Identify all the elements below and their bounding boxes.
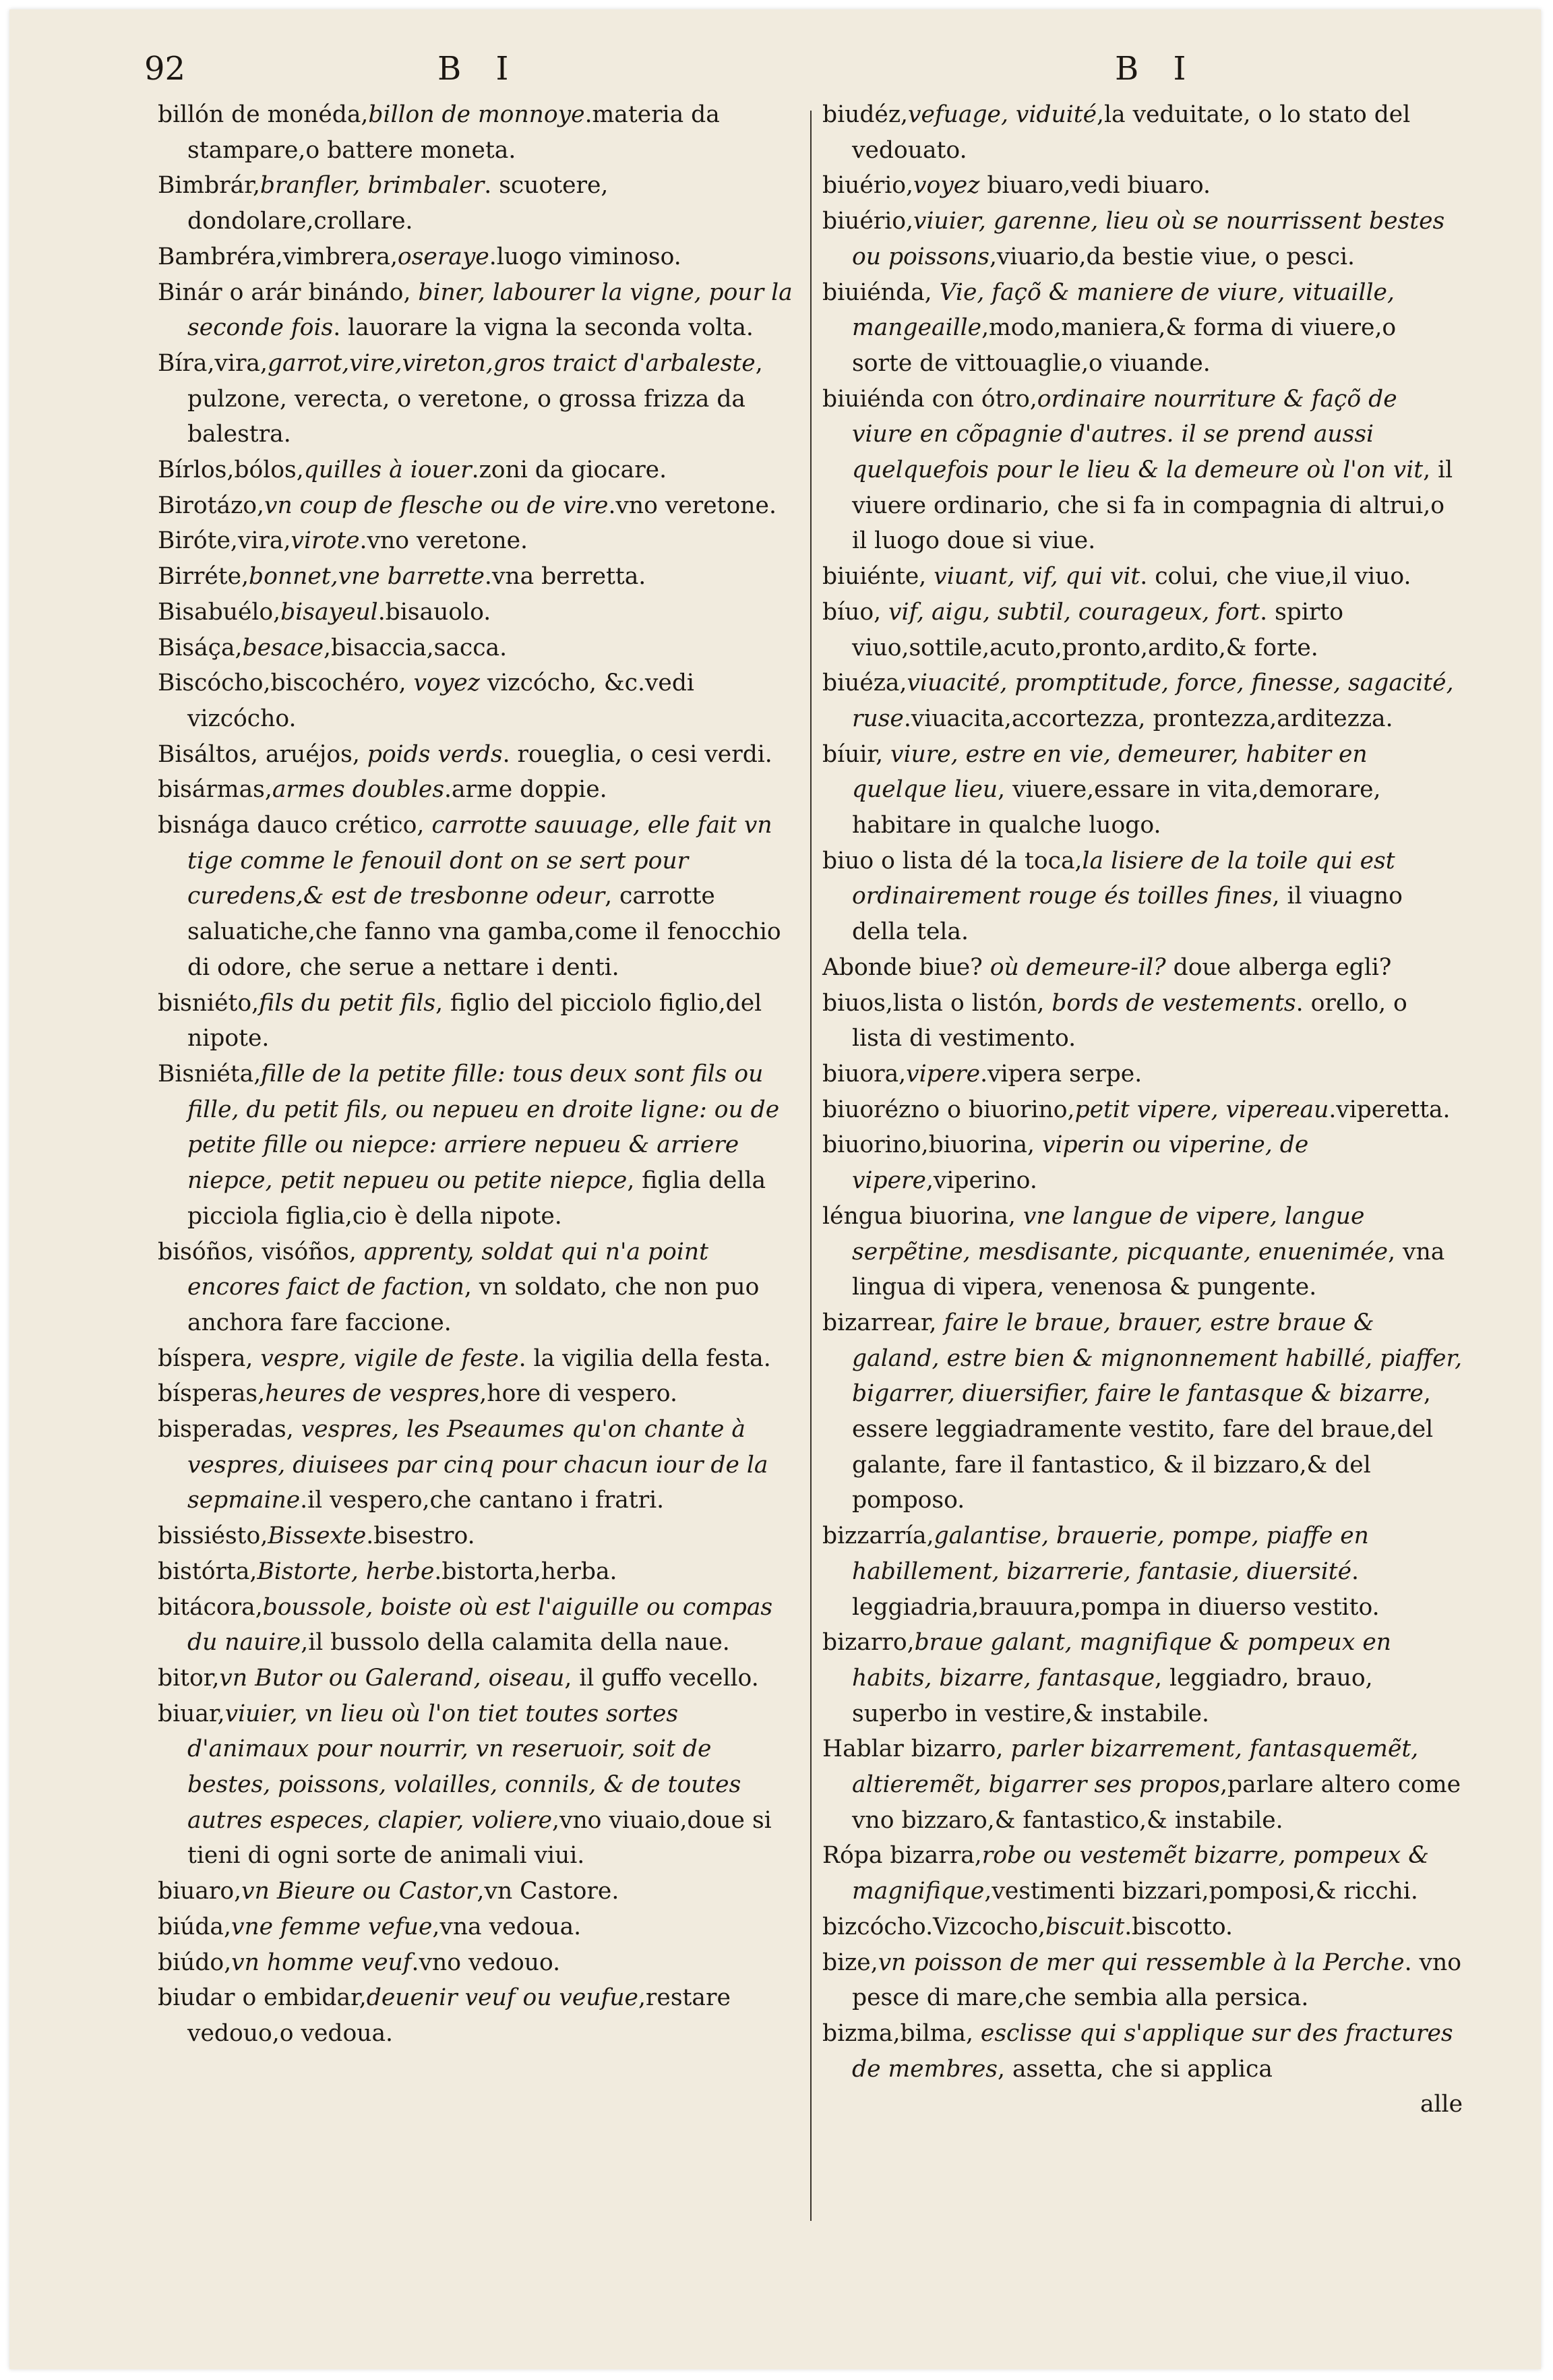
- italian-translation: , il viuagno della tela.: [852, 883, 1403, 946]
- headword: Binár o arár binándo,: [158, 278, 419, 306]
- french-translation: bords de vestements: [1052, 989, 1296, 1017]
- dictionary-entry: [822, 1057, 1463, 1092]
- french-translation: la lisiere de la toile qui est ordinairement rouge és toilles fines: [852, 847, 1395, 910]
- french-translation: heures de vespres: [265, 1380, 480, 1408]
- headword: bizcócho.Vizcocho,: [822, 1913, 1045, 1940]
- dictionary-entry: [158, 630, 798, 666]
- dictionary-entry: [822, 1625, 1463, 1731]
- headword: Abonde biue?: [822, 953, 990, 981]
- dictionary-entry: [158, 168, 798, 239]
- dictionary-entry: [822, 204, 1463, 274]
- dictionary-entry: [822, 595, 1463, 665]
- french-translation: billon de monnoye: [368, 101, 585, 128]
- italian-translation: doue alberga egli?: [1165, 953, 1392, 981]
- italian-translation: , pulzone, verecta, o veretone, o grossa frizza da balestra.: [187, 349, 763, 448]
- french-translation: virote: [291, 527, 360, 555]
- italian-translation: , figlia della picciola figlia,cio è della nipote.: [187, 1167, 766, 1230]
- headword: Birotázo,: [158, 492, 264, 519]
- italian-translation: ,bisaccia,sacca.: [324, 634, 508, 661]
- headword: biúda,: [158, 1913, 231, 1940]
- italian-translation: . scuotere, dondolare,crollare.: [187, 172, 609, 235]
- dictionary-entry: [822, 2016, 1463, 2087]
- italian-translation: .il vespero,che cantano i fratri.: [300, 1487, 665, 1514]
- french-translation: armes doubles: [272, 776, 445, 804]
- dictionary-entry: [158, 1554, 798, 1590]
- headword: bizarro,: [822, 1629, 915, 1657]
- italian-translation: ,la veduitate, o lo stato del vedouato.: [852, 101, 1411, 164]
- headword: léngua biuorina,: [822, 1202, 1023, 1230]
- headword: bíuo,: [822, 598, 889, 626]
- running-head-left: B I: [437, 50, 521, 88]
- headword: bisármas,: [158, 776, 272, 804]
- dictionary-entry: [822, 1518, 1463, 1625]
- headword: biuorézno o biuorino,: [822, 1096, 1075, 1123]
- dictionary-entry: [822, 843, 1463, 950]
- french-translation: vn Bieure ou Castor: [241, 1878, 477, 1905]
- headword: Bírlos,bólos,: [158, 456, 304, 484]
- headword: bíspera,: [158, 1344, 261, 1372]
- french-translation: faire le braue, brauer, estre braue & galand, estre bien & mignonnement habillé, piaffer, bigarrer, diuersifier, faire le fantasque & bizarre: [852, 1309, 1463, 1408]
- dictionary-entry: [822, 1731, 1463, 1838]
- italian-translation: .viperetta.: [1329, 1096, 1451, 1123]
- headword: bizma,bilma,: [822, 2019, 981, 2047]
- italian-translation: .materia da stampare,o battere moneta.: [187, 101, 720, 164]
- french-translation: biner, labourer la vigne, pour la seconde fois: [187, 278, 793, 342]
- italian-translation: , carrotte saluatiche,che fanno vna gamba,come il fenocchio di odore, che serue a nettare i denti.: [187, 883, 781, 981]
- french-translation: vn homme veuf: [231, 1948, 412, 1976]
- french-translation: deuenir veuf ou veufue: [366, 1984, 638, 2012]
- dictionary-entry: [158, 1590, 798, 1661]
- dictionary-entry: [158, 665, 798, 736]
- french-translation: garrot,vire,vireton,gros traict d'arbaleste: [267, 349, 756, 377]
- italian-translation: ,hore di vespero.: [479, 1380, 677, 1408]
- dictionary-entry: [158, 595, 798, 630]
- headword: biuora,: [822, 1060, 907, 1088]
- french-translation: bisayeul: [280, 598, 378, 626]
- headword: bisniéto,: [158, 989, 260, 1017]
- dictionary-entry: [158, 1945, 798, 1981]
- italian-translation: .vno veretone.: [359, 527, 528, 555]
- dictionary-entry: [822, 665, 1463, 736]
- italian-translation: .vno vedouo.: [411, 1948, 561, 1976]
- dictionary-entry: [822, 986, 1463, 1057]
- headword: biuiénda con ótro,: [822, 385, 1037, 413]
- dictionary-entry: [822, 168, 1463, 204]
- italian-translation: , viuere,essare in vita,demorare, habitare in qualche luogo.: [852, 776, 1381, 839]
- dictionary-entry: [158, 986, 798, 1057]
- dictionary-entry: [822, 275, 1463, 382]
- headword: bistórta,: [158, 1557, 257, 1585]
- italian-translation: ,vna vedoua.: [432, 1913, 582, 1940]
- dictionary-entry: [822, 1199, 1463, 1305]
- french-translation: viperin ou viperine, de vipere: [852, 1131, 1309, 1195]
- italian-translation: ,restare vedouo,o vedoua.: [187, 1984, 731, 2047]
- headword: Bambréra,vimbrera,: [158, 243, 398, 270]
- italian-translation: , il viuere ordinario, che si fa in compagnia di altrui,o il luogo doue si viue.: [852, 456, 1453, 555]
- book-page: [9, 9, 1541, 2369]
- french-translation: vne langue de vipere, langue serpẽtine, mesdisante, picquante, enuenimée: [852, 1202, 1389, 1266]
- french-translation: viure, estre en vie, demeurer, habiter en quelque lieu: [852, 740, 1368, 804]
- headword: biuéza,: [822, 670, 907, 697]
- italian-translation: ,modo,maniera,& forma di viuere,o sorte de vittouaglie,o viuande.: [852, 314, 1397, 377]
- french-translation: apprenty, soldat qui n'a point encores faict de faction: [187, 1238, 708, 1301]
- italian-translation: . leggiadria,brauura,pompa in diuerso vestito.: [852, 1557, 1380, 1621]
- dictionary-entry: [158, 772, 798, 808]
- french-translation: viuier, garenne, lieu où se nourrissent bestes ou poissons: [852, 208, 1445, 270]
- dictionary-entry: [822, 97, 1463, 168]
- italian-translation: .vno veretone.: [608, 492, 776, 519]
- italian-translation: . lauorare la vigna la seconda volta.: [333, 314, 754, 342]
- dictionary-entry: [158, 97, 798, 168]
- french-translation: vne femme vefue: [231, 1913, 433, 1940]
- dictionary-entry: [158, 1661, 798, 1696]
- italian-translation: .viuacita,accortezza, prontezza,arditezza.: [903, 705, 1393, 732]
- headword: biuo o lista dé la toca,: [822, 847, 1083, 874]
- french-translation: vn Butor ou Galerand, oiseau: [219, 1664, 565, 1692]
- italian-translation: .vna berretta.: [484, 563, 646, 591]
- french-translation: vipere: [906, 1060, 981, 1088]
- column-divider: [810, 111, 812, 2221]
- dictionary-entry: [158, 1518, 798, 1554]
- italian-translation: , il guffo vecello.: [564, 1664, 759, 1692]
- french-translation: Bissexte: [268, 1522, 367, 1550]
- french-translation: poids verds: [367, 740, 503, 768]
- headword: billón de monéda,: [158, 101, 369, 128]
- french-translation: vn poisson de mer qui ressemble à la Perche: [878, 1948, 1405, 1976]
- headword: biuos,lista o listón,: [822, 989, 1052, 1017]
- french-translation: robe ou vestemẽt bizarre, pompeux & magnifique: [852, 1842, 1429, 1905]
- headword: biuiénda,: [822, 278, 940, 306]
- headword: biudéz,: [822, 101, 908, 128]
- headword: bisnága dauco crético,: [158, 812, 432, 839]
- italian-translation: .zoni da giocare.: [471, 456, 667, 484]
- french-translation: galantise, brauerie, pompe, piaffe en habillement, bizarrerie, fantasie, diuersité: [852, 1522, 1369, 1585]
- italian-translation: , vna lingua di vipera, venenosa & pungente.: [852, 1238, 1445, 1301]
- french-translation: Bistorte, herbe: [257, 1557, 435, 1585]
- french-translation: branfler, brimbaler: [260, 172, 485, 200]
- left-column: [158, 97, 798, 2052]
- headword: Bisáltos, aruéjos,: [158, 740, 367, 768]
- italian-translation: .biscotto.: [1124, 1913, 1233, 1940]
- dictionary-entry: [158, 1696, 798, 1874]
- dictionary-entry: [822, 1945, 1463, 2016]
- catchword: alle: [1420, 2091, 1463, 2118]
- page-number: 92: [144, 50, 186, 88]
- italian-translation: . spirto viuo,sottile,acuto,pronto,ardito,& forte.: [852, 598, 1344, 661]
- dictionary-entry: [158, 1376, 798, 1412]
- italian-translation: ,vno viuaio,doue si tieni di ogni sorte de animali viui.: [187, 1806, 772, 1870]
- dictionary-entry: [822, 1127, 1463, 1198]
- headword: Hablar bizarro,: [822, 1735, 1011, 1763]
- italian-translation: .vipera serpe.: [980, 1060, 1143, 1088]
- headword: biuério,: [822, 208, 914, 235]
- italian-translation: vizcócho, &c.vedi vizcócho.: [187, 670, 694, 732]
- headword: Bimbrár,: [158, 172, 260, 200]
- italian-translation: , assetta, che si applica: [998, 2055, 1273, 2083]
- french-translation: fils du petit fils: [259, 989, 436, 1017]
- french-translation: esclisse qui s'applique sur des fractures de membres: [852, 2019, 1453, 2083]
- running-head-right: B I: [1115, 50, 1198, 88]
- italian-translation: . la vigilia della festa.: [518, 1344, 771, 1372]
- french-translation: vespre, vigile de feste: [260, 1344, 519, 1372]
- headword: Rópa bizarra,: [822, 1842, 982, 1870]
- italian-translation: .bistorta,herba.: [434, 1557, 617, 1585]
- french-translation: carrotte sauuage, elle fait vn tige comme le fenouil dont on se sert pour curedens,& est de tresbonne odeur: [187, 812, 772, 910]
- french-translation: fille de la petite fille: tous deux sont fils ou fille, du petit fils, ou nepueu en droite ligne: ou de petite fille ou niepce: arriere nepueu & arriere niepce, petit nepueu ou petite niepce: [187, 1060, 780, 1195]
- french-translation: où demeure-il?: [989, 953, 1166, 981]
- italian-translation: , leggiadro, brauo, superbo in vestire,& instabile.: [852, 1664, 1373, 1727]
- french-translation: ordinaire nourriture & façõ de viure en cõpagnie d'autres. il se prend aussi quelquefois pour le lieu & la demeure où l'on vit: [852, 385, 1424, 484]
- dictionary-entry: [822, 737, 1463, 843]
- italian-translation: , figlio del picciolo figlio,del nipote.: [187, 989, 762, 1052]
- french-translation: quilles à iouer: [303, 456, 472, 484]
- dictionary-entry: [158, 1909, 798, 1945]
- headword: bisperadas,: [158, 1416, 301, 1444]
- french-translation: vefuage, viduité: [907, 101, 1097, 128]
- italian-translation: .bisauolo.: [377, 598, 491, 626]
- headword: bizzarría,: [822, 1522, 934, 1550]
- french-translation: braue galant, magnifique & pompeux en habits, bizarre, fantasque: [852, 1629, 1391, 1692]
- italian-translation: ,viuario,da bestie viue, o pesci.: [989, 243, 1355, 270]
- french-translation: oseraye: [397, 243, 489, 270]
- page-header: [9, 50, 1541, 97]
- french-translation: biscuit: [1045, 1913, 1125, 1940]
- italian-translation: . orello, o lista di vestimento.: [852, 989, 1407, 1052]
- headword: Biscócho,biscochéro,: [158, 670, 414, 697]
- french-translation: viuier, vn lieu où l'on tiet toutes sortes d'animaux pour nourrir, vn reseruoir, soit de bestes, poissons, volailles, connils, & de toutes autres especes, clapier, voliere: [187, 1700, 741, 1834]
- dictionary-entry: [158, 275, 798, 346]
- headword: bizarrear,: [822, 1309, 944, 1336]
- italian-translation: , essere leggiadramente vestito, fare del braue,del galante, fare il fantastico, & il bizzaro,& del pomposo.: [852, 1380, 1434, 1514]
- french-translation: boussole, boiste où est l'aiguille ou compas du nauire: [187, 1593, 773, 1657]
- headword: bisóños, visóños,: [158, 1238, 364, 1266]
- french-translation: vif, aigu, subtil, courageux, fort: [888, 598, 1260, 626]
- french-translation: bonnet,vne barrette: [249, 563, 485, 591]
- dictionary-entry: [158, 1057, 798, 1234]
- french-translation: viuant, vif, qui vit: [934, 563, 1140, 591]
- italian-translation: .bisestro.: [366, 1522, 475, 1550]
- dictionary-entry: [158, 523, 798, 559]
- dictionary-entry: [822, 950, 1463, 986]
- headword: Bisabuélo,: [158, 598, 281, 626]
- italian-translation: ,parlare altero come vno bizzaro,& fantastico,& instabile.: [852, 1771, 1461, 1834]
- headword: bitácora,: [158, 1593, 263, 1621]
- headword: Birréte,: [158, 563, 249, 591]
- dictionary-entry: [158, 737, 798, 773]
- french-translation: vn coup de flesche ou de vire: [264, 492, 609, 519]
- headword: bíuir,: [822, 740, 891, 768]
- french-translation: petit vipere, vipereau: [1074, 1096, 1329, 1123]
- right-column: [822, 97, 1463, 2122]
- dictionary-entry: [822, 382, 1463, 560]
- dictionary-entry: [822, 1909, 1463, 1945]
- french-translation: viuacité, promptitude, force, finesse, sagacité, ruse: [852, 670, 1454, 732]
- italian-translation: . colui, che viue,il viuo.: [1140, 563, 1411, 591]
- french-translation: voyez: [913, 172, 980, 200]
- dictionary-entry: [158, 1980, 798, 2051]
- headword: Bisniéta,: [158, 1060, 262, 1088]
- french-translation: voyez: [413, 670, 480, 697]
- dictionary-entry: [158, 808, 798, 986]
- dictionary-entry: [158, 488, 798, 524]
- dictionary-entry: [158, 1874, 798, 1909]
- headword: biúdo,: [158, 1948, 232, 1976]
- french-translation: vespres, les Pseaumes qu'on chante à vespres, diuisees par cinq pour chacun iour de la sepmaine: [187, 1416, 768, 1514]
- dictionary-entry: [822, 1838, 1463, 1909]
- headword: bísperas,: [158, 1380, 266, 1408]
- headword: bize,: [822, 1948, 878, 1976]
- headword: biudar o embidar,: [158, 1984, 367, 2012]
- headword: biuorino,biuorina,: [822, 1131, 1042, 1159]
- headword: biuiénte,: [822, 563, 934, 591]
- dictionary-entry: [158, 1234, 798, 1341]
- dictionary-entry: [158, 239, 798, 275]
- italian-translation: ,vestimenti bizzari,pomposi,& ricchi.: [984, 1878, 1418, 1905]
- italian-translation: . roueglia, o cesi verdi.: [502, 740, 772, 768]
- headword: bitor,: [158, 1664, 220, 1692]
- italian-translation: ,viperino.: [925, 1167, 1037, 1195]
- italian-translation: , vn soldato, che non puo anchora fare faccione.: [187, 1274, 760, 1336]
- dictionary-entry: [822, 559, 1463, 595]
- italian-translation: .arme doppie.: [444, 776, 607, 804]
- dictionary-entry: [158, 452, 798, 488]
- italian-translation: .luogo viminoso.: [489, 243, 681, 270]
- dictionary-entry: [158, 346, 798, 452]
- dictionary-entry: [158, 559, 798, 595]
- french-translation: parler bizarrement, fantasquemẽt, altieremẽt, bigarrer ses propos: [852, 1735, 1419, 1799]
- dictionary-entry: [158, 1341, 798, 1377]
- french-translation: besace: [242, 634, 324, 661]
- headword: bissiésto,: [158, 1522, 268, 1550]
- french-translation: Vie, façõ & maniere de viure, vituaille, mangeaille: [852, 278, 1395, 342]
- dictionary-entry: [822, 1305, 1463, 1518]
- italian-translation: biuaro,vedi biuaro.: [979, 172, 1211, 200]
- headword: Biróte,vira,: [158, 527, 291, 555]
- headword: biuério,: [822, 172, 914, 200]
- headword: Bisáça,: [158, 634, 243, 661]
- headword: Bíra,vira,: [158, 349, 268, 377]
- italian-translation: ,il bussolo della calamita della naue.: [301, 1629, 730, 1657]
- headword: biuar,: [158, 1700, 225, 1727]
- dictionary-entry: [158, 1412, 798, 1518]
- dictionary-entry: [822, 1092, 1463, 1128]
- headword: biuaro,: [158, 1878, 242, 1905]
- italian-translation: ,vn Castore.: [477, 1878, 619, 1905]
- italian-translation: . vno pesce di mare,che sembia alla persica.: [852, 1948, 1461, 2012]
